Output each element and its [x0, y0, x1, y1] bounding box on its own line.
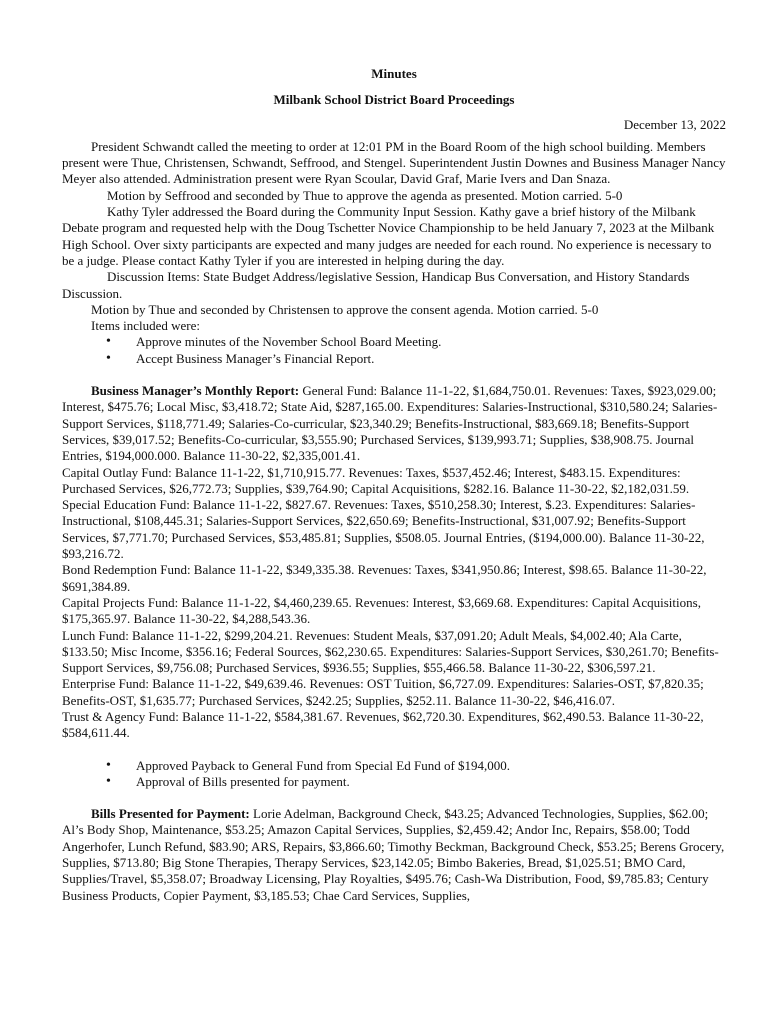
enterprise-fund: Enterprise Fund: Balance 11-1-22, $49,639.46. Revenues: OST Tuition, $6,727.09. Expenditures: Salaries-OST, $7,820.35; Benefits-OST, $1,635.77; Purchased Services, $242.25; Supplies, $252.11. Balance 11-30-22, $46,416.07.	[62, 676, 704, 708]
list-item: • Approve minutes of the November School Board Meeting.	[62, 334, 726, 350]
discussion-items-paragraph: Discussion Items: State Budget Address/legislative Session, Handicap Bus Conversation, and History Standards Discussion.	[62, 269, 690, 301]
bills-heading: Bills Presented for Payment:	[91, 806, 250, 822]
general-fund-text: General Fund: Balance 11-1-22, $1,684,750.01. Revenues: Taxes, $923,029.00; Interest, $475.76; Local Misc, $3,418.72; State Aid, $287,165.00. Expenditures: Salaries-Instructional, $310,580.24; Salaries-Support Services, $118,771.49; Salaries-Co-curricular, $23,340.29; Benefits-Instructional, $83,669.18; Benefits-Support Services, $39,017.52; Benefits-Co-curricular, $3,555.90; Purchased Services, $139,993.71; Supplies, $38,908.75. Journal Entries, $194,000.000. Balance 11-30-22, $2,335,001.41.	[62, 383, 718, 464]
document-title: Minutes	[371, 66, 417, 81]
approved-items-list	[62, 758, 726, 791]
trust-agency-fund: Trust & Agency Fund: Balance 11-1-22, $584,381.67. Revenues, $62,720.30. Expenditures, $62,490.53. Balance 11-30-22, $584,611.44.	[62, 708, 704, 741]
call-to-order-paragraph: President Schwandt called the meeting to order at 12:01 PM in the Board Room of the high school building. Members present were Thue, Christensen, Schwandt, Seffrood, and Stengel. Superintendent Justin Downes and Business Manager Nancy Meyer also attended. Administration present were Ryan Scoular, David Graf, Marie Ivers and Dan Snaza.	[62, 138, 726, 187]
list-item: • Approved Payback to General Fund from Special Ed Fund of $194,000.	[62, 758, 726, 774]
capital-projects-fund: Capital Projects Fund: Balance 11-1-22, $4,460,239.65. Revenues: Interest, $3,669.68. Expenditures: Capital Acquisitions, $175,365.97. Balance 11-30-22, $4,288,543.36.	[62, 594, 701, 627]
capital-outlay-fund: Capital Outlay Fund: Balance 11-1-22, $1,710,915.77. Revenues: Taxes, $537,452.46; Interest, $483.15. Expenditures: Purchased Services, $26,772.73; Supplies, $39,764.90; Capital Acquisitions, $282.16. Balance 11-30-22, $2,182,031.59.	[62, 464, 690, 496]
items-included-label: Items included were:	[91, 318, 201, 334]
agenda-motion-paragraph: Motion by Seffrood and seconded by Thue to approve the agenda as presented. Motion carried. 5-0	[107, 187, 623, 203]
document-subtitle: Milbank School District Board Proceedings	[273, 92, 515, 108]
lunch-fund: Lunch Fund: Balance 11-1-22, $299,204.21. Revenues: Student Meals, $37,091.20; Adult Meals, $4,002.40; Ala Carte, $133.50; Misc Income, $356.16; Federal Sources, $62,230.65. Expenditures: Salaries-Support Services, $30,261.70; Benefits-Support Services, $9,756.08; Purchased Services, $936.55; Supplies, $55,466.58. Balance 11-30-22, $306,597.21.	[62, 627, 719, 676]
list-item: • Accept Business Manager’s Financial Report.	[62, 351, 726, 367]
special-education-fund: Special Education Fund: Balance 11-1-22, $827.67. Revenues: Taxes, $510,258.30; Interest, $.23. Expenditures: Salaries-Instructional, $108,445.31; Salaries-Support Services, $22,650.69; Benefits-Instructional, $31,007.92; Benefits-Support Services, $7,771.70; Purchased Services, $53,485.81; Supplies, $508.05. Journal Entries, ($194,000.00). Balance 11-30-22, $93,216.72.	[62, 497, 705, 562]
business-report-heading: Business Manager’s Monthly Report:	[91, 383, 300, 399]
bills-text: Lorie Adelman, Background Check, $43.25; Advanced Technologies, Supplies, $62.00; Al’s Body Shop, Maintenance, $53.25; Amazon Capital Services, Supplies, $2,459.42; Andor Inc, Repairs, $58.00; Todd Angerhofer, Lunch Refund, $83.90; ARS, Repairs, $3,866.60; Timothy Beckman, Background Check, $53.25; Berens Grocery, Supplies, $713.80; Big Stone Therapies, Therapy Services, $23,142.05; Bimbo Bakeries, Bread, $1,025.51; BMO Card, Supplies/Travel, $5,358.07; Broadway Licensing, Play Royalties, $495.76; Cash-Wa Distribution, Food, $9,785.83; Century Business Products, Copier Payment, $3,185.53; Chae Card Services, Supplies,	[62, 806, 725, 903]
business-report-paragraph	[62, 383, 726, 464]
meeting-date: December 13, 2022	[623, 116, 726, 132]
community-input-paragraph: Kathy Tyler addressed the Board during the Community Input Session. Kathy gave a brief history of the Milbank Debate program and requested help with the Doug Tschetter Novice Championship to be held January 7, 2023 at the Milbank High School. Over sixty participants are expected and many judges are needed for each round. No experience is necessary to be a judge. Please contact Kathy Tyler if you are interested in helping during the day.	[62, 204, 715, 268]
consent-agenda-motion: Motion by Thue and seconded by Christensen to approve the consent agenda. Motion carried. 5-0	[91, 301, 599, 317]
minutes-document	[62, 66, 726, 904]
bills-paragraph	[62, 806, 726, 904]
list-item: • Approval of Bills presented for payment.	[62, 774, 726, 790]
bond-redemption-fund: Bond Redemption Fund: Balance 11-1-22, $349,335.38. Revenues: Taxes, $341,950.86; Interest, $98.65. Balance 11-30-22, $691,384.89.	[62, 562, 707, 594]
consent-items-list	[62, 334, 726, 367]
